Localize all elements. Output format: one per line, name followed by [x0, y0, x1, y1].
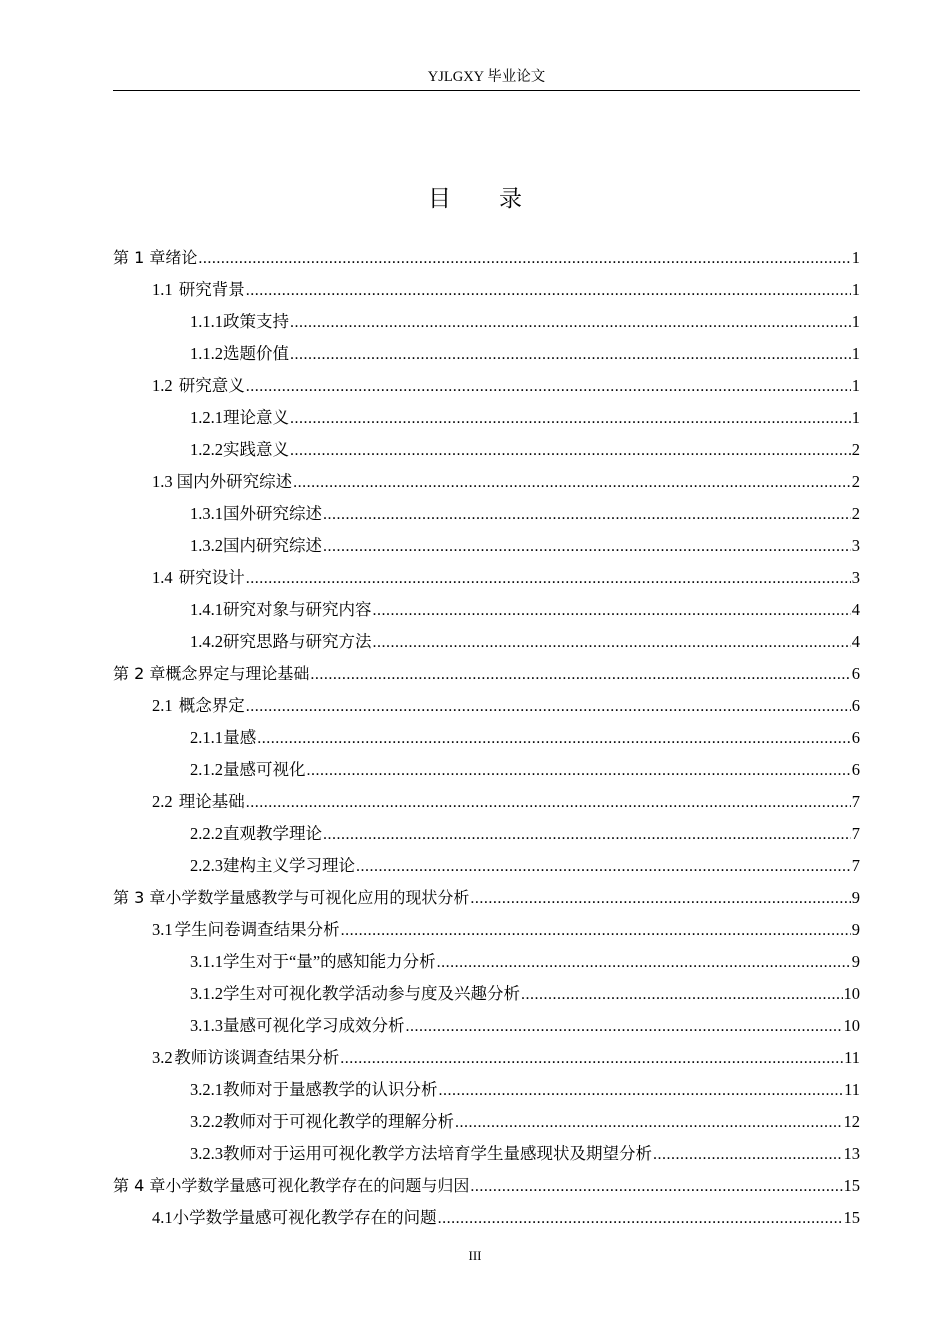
toc-entry-page: 1	[851, 248, 860, 267]
toc-entry-level-3[interactable]	[113, 338, 860, 370]
toc-entry-label: 国内外研究综述	[176, 472, 293, 491]
toc-entry-level-3[interactable]	[113, 850, 860, 882]
toc-entry-number: 1.4.2	[190, 632, 223, 651]
toc-entry-page: 1	[851, 280, 860, 299]
toc-entry-page: 6	[851, 728, 860, 747]
toc-entry-page: 6	[851, 664, 860, 683]
toc-entry-number: 3.2	[152, 1048, 173, 1067]
toc-entry-label: 小学数学量感可视化教学存在的问题与归因	[165, 1176, 470, 1195]
toc-entry-label: 量感可视化	[223, 760, 306, 779]
toc-entry-number: 1.4.1	[190, 600, 223, 619]
dot-leader	[198, 243, 850, 275]
toc-entry-number: 3.1.3	[190, 1016, 223, 1035]
toc-entry-number: 1.3.1	[190, 504, 223, 523]
toc-entry-level-3[interactable]	[113, 402, 860, 434]
toc-entry-number: 2.1.2	[190, 760, 223, 779]
toc-entry-level-3[interactable]	[113, 1106, 860, 1138]
toc-entry-number: 第 1 章	[113, 248, 166, 267]
toc-entry-level-3[interactable]	[113, 434, 860, 466]
toc-entry-label: 国外研究综述	[223, 504, 322, 523]
toc-entry-label: 研究背景	[178, 280, 245, 299]
toc-entry-label: 量感	[223, 728, 257, 747]
toc-entry-number: 1.1.2	[190, 344, 223, 363]
toc-entry-label: 研究意义	[178, 376, 245, 395]
toc-entry-number: 3.2.1	[190, 1080, 223, 1099]
toc-entry-label: 概念界定	[178, 696, 245, 715]
toc-entry-label: 政策支持	[223, 312, 289, 331]
toc-entry-number: 2.1.1	[190, 728, 223, 747]
toc-entry-page: 2	[851, 440, 860, 459]
toc-entry-page: 9	[851, 888, 860, 907]
toc-entry-label: 直观教学理论	[223, 824, 322, 843]
dot-leader	[290, 339, 851, 371]
toc-entry-level-2[interactable]	[113, 562, 860, 594]
toc-entry-number: 1.3.2	[190, 536, 223, 555]
dot-leader	[470, 883, 850, 915]
dot-leader	[439, 1075, 844, 1107]
dot-leader	[356, 851, 851, 883]
toc-entry-number: 1.1.1	[190, 312, 223, 331]
page-header	[113, 66, 860, 91]
dot-leader	[246, 691, 851, 723]
toc-entry-label: 国内研究综述	[223, 536, 322, 555]
toc-entry-page: 15	[843, 1176, 860, 1195]
dot-leader	[290, 403, 851, 435]
toc-entry-level-3[interactable]	[113, 1074, 860, 1106]
toc-entry-level-1[interactable]	[113, 658, 860, 690]
toc-entry-label: 理论基础	[178, 792, 245, 811]
toc-entry-level-1[interactable]	[113, 1170, 860, 1202]
dot-leader	[521, 979, 843, 1011]
toc-entry-page: 12	[843, 1112, 860, 1131]
dot-leader	[373, 595, 851, 627]
toc-entry-page: 11	[844, 1080, 860, 1099]
toc-entry-page: 2	[851, 504, 860, 523]
dot-leader	[246, 563, 851, 595]
toc-entry-level-1[interactable]	[113, 882, 860, 914]
toc-entry-number: 2.2	[152, 792, 173, 811]
toc-entry-label: 研究设计	[178, 568, 245, 587]
toc-entry-level-3[interactable]	[113, 530, 860, 562]
dot-leader	[307, 755, 851, 787]
toc-entry-number: 第 2 章	[113, 664, 166, 683]
dot-leader	[323, 819, 851, 851]
toc-entry-level-3[interactable]	[113, 754, 860, 786]
toc-entry-page: 3	[851, 568, 860, 587]
toc-entry-page: 10	[843, 1016, 860, 1035]
dot-leader	[406, 1011, 843, 1043]
toc-entry-level-3[interactable]	[113, 946, 860, 978]
dot-leader	[246, 275, 851, 307]
toc-entry-page: 1	[851, 408, 860, 427]
toc-entry-number: 1.1	[152, 280, 173, 299]
toc-entry-level-2[interactable]	[113, 370, 860, 402]
toc-entry-page: 2	[851, 472, 860, 491]
toc-entry-page: 10	[843, 984, 860, 1003]
toc-entry-label: 选题价值	[223, 344, 289, 363]
toc-entry-level-3[interactable]	[113, 722, 860, 754]
dot-leader	[246, 371, 851, 403]
toc-entry-level-3[interactable]	[113, 626, 860, 658]
toc-entry-label: 小学数学量感可视化教学存在的问题	[172, 1208, 437, 1227]
toc-entry-label: 教师访谈调查结果分析	[174, 1048, 340, 1067]
toc-entry-page: 1	[851, 344, 860, 363]
dot-leader	[437, 947, 851, 979]
toc-entry-number: 1.2.1	[190, 408, 223, 427]
toc-entry-number: 3.1	[152, 920, 173, 939]
toc-entry-number: 1.3	[152, 472, 173, 491]
toc-entry-page: 9	[851, 952, 860, 971]
dot-leader	[246, 787, 851, 819]
dot-leader	[341, 915, 851, 947]
toc-entry-number: 3.1.1	[190, 952, 223, 971]
dot-leader	[293, 467, 851, 499]
dot-leader	[290, 435, 851, 467]
toc-entry-page: 9	[851, 920, 860, 939]
toc-entry-label: 学生问卷调查结果分析	[174, 920, 340, 939]
toc-entry-page: 11	[844, 1048, 860, 1067]
toc-entry-label: 量感可视化学习成效分析	[223, 1016, 405, 1035]
toc-entry-page: 6	[851, 760, 860, 779]
toc-entry-number: 1.2	[152, 376, 173, 395]
toc-entry-page: 6	[851, 696, 860, 715]
toc-entry-label: 教师对于可视化教学的理解分析	[223, 1112, 454, 1131]
dot-leader	[323, 499, 851, 531]
toc-entry-page: 3	[851, 536, 860, 555]
toc-entry-label: 教师对于运用可视化教学方法培育学生量感现状及期望分析	[223, 1144, 652, 1163]
dot-leader	[373, 627, 851, 659]
toc-entry-level-2[interactable]	[113, 690, 860, 722]
toc-entry-number: 2.2.2	[190, 824, 223, 843]
page-footer	[0, 1248, 950, 1264]
toc-entry-level-2[interactable]	[113, 1202, 860, 1234]
toc-entry-label: 建构主义学习理论	[223, 856, 355, 875]
toc-entry-label: 理论意义	[223, 408, 289, 427]
toc-entry-level-3[interactable]	[113, 594, 860, 626]
toc-entry-number: 1.2.2	[190, 440, 223, 459]
toc-entry-label: 绪论	[165, 248, 198, 267]
dot-leader	[470, 1171, 842, 1203]
toc-entry-label: 小学数学量感教学与可视化应用的现状分析	[165, 888, 470, 907]
toc-entry-label: 实践意义	[223, 440, 289, 459]
dot-leader	[257, 723, 850, 755]
toc-entry-level-2[interactable]	[113, 466, 860, 498]
toc-entry-number: 1.4	[152, 568, 173, 587]
toc-entry-level-3[interactable]	[113, 1138, 860, 1170]
toc-entry-label: 学生对可视化教学活动参与度及兴趣分析	[223, 984, 520, 1003]
toc-title: 目录	[428, 186, 570, 212]
toc-entry-level-2[interactable]	[113, 1042, 860, 1074]
dot-leader	[310, 659, 850, 691]
toc-entry-page: 7	[851, 792, 860, 811]
page-number: III	[468, 1248, 482, 1263]
toc-entry-number: 3.2.2	[190, 1112, 223, 1131]
toc-entry-page: 4	[851, 632, 860, 651]
toc-entry-level-2[interactable]	[113, 274, 860, 306]
header-text: YJLGXY 毕业论文	[427, 69, 546, 85]
toc-entry-level-2[interactable]	[113, 786, 860, 818]
toc-entry-level-3[interactable]	[113, 818, 860, 850]
toc-entry-label: 研究思路与研究方法	[223, 632, 372, 651]
toc-entry-page: 7	[851, 824, 860, 843]
toc-entry-number: 3.2.3	[190, 1144, 223, 1163]
toc-entry-level-3[interactable]	[113, 306, 860, 338]
toc-entry-label: 学生对于“量”的感知能力分析	[223, 952, 436, 971]
toc-entry-level-3[interactable]	[113, 978, 860, 1010]
toc-entry-label: 教师对于量感教学的认识分析	[223, 1080, 438, 1099]
dot-leader	[653, 1139, 843, 1171]
dot-leader	[323, 531, 851, 563]
toc-entry-page: 1	[851, 312, 860, 331]
toc-entry-level-3[interactable]	[113, 498, 860, 530]
toc-entry-level-3[interactable]	[113, 1010, 860, 1042]
dot-leader	[438, 1203, 843, 1235]
toc-entry-page: 15	[843, 1208, 860, 1227]
toc-entry-number: 第 4 章	[113, 1176, 166, 1195]
toc-entry-label: 概念界定与理论基础	[165, 664, 310, 683]
toc-entry-number: 第 3 章	[113, 888, 166, 907]
toc-entry-level-2[interactable]	[113, 914, 860, 946]
toc-entry-number: 2.1	[152, 696, 173, 715]
dot-leader	[340, 1043, 843, 1075]
toc-entry-page: 13	[843, 1144, 860, 1163]
toc-entry-page: 7	[851, 856, 860, 875]
toc-entry-number: 4.1	[152, 1208, 173, 1227]
toc-entry-page: 4	[851, 600, 860, 619]
table-of-contents	[113, 242, 860, 1234]
toc-entry-label: 研究对象与研究内容	[223, 600, 372, 619]
toc-entry-page: 1	[851, 376, 860, 395]
dot-leader	[290, 307, 851, 339]
toc-entry-number: 2.2.3	[190, 856, 223, 875]
toc-entry-level-1[interactable]	[113, 242, 860, 274]
dot-leader	[455, 1107, 843, 1139]
toc-entry-number: 3.1.2	[190, 984, 223, 1003]
